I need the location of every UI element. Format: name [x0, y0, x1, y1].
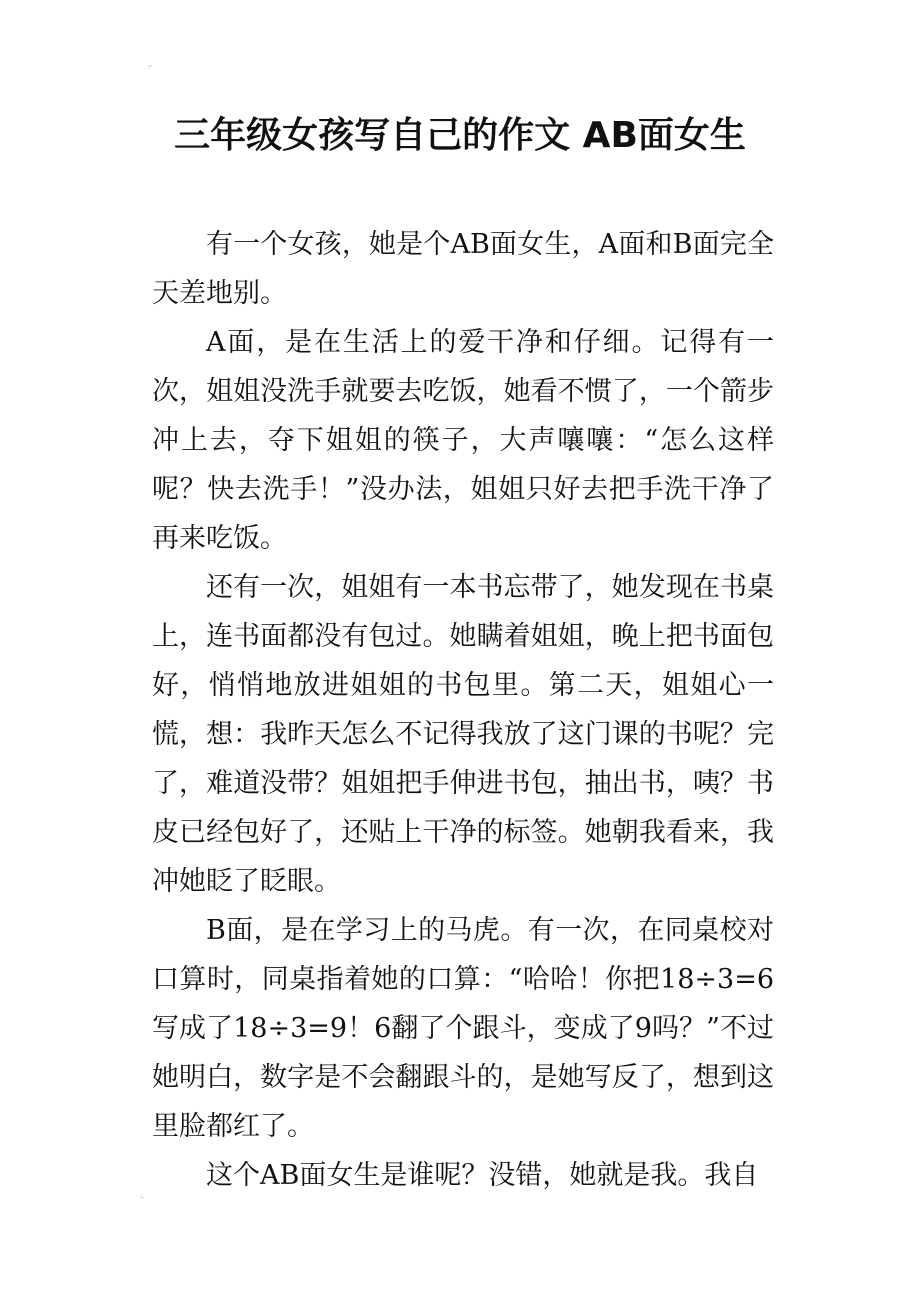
page-title: 三年级女孩写自己的作文 AB面女生	[174, 115, 746, 156]
corner-mark-icon: ⌜	[148, 65, 153, 76]
paragraph-2: A面，是在生活上的爱干净和仔细。记得有一次，姐姐没洗手就要去吃饭，她看不惯了，一个箭步冲上去，夺下姐姐的筷子，大声嚷嚷：“怎么这样呢？快去洗手！”没办法，姐姐只好去把手洗干净了再来吃饭。	[152, 327, 774, 554]
essay-body	[152, 220, 774, 1200]
corner-mark-icon: ⌞	[140, 1189, 145, 1200]
paragraph-3: 还有一次，姐姐有一本书忘带了，她发现在书桌上，连书面都没有包过。她瞒着姐姐，晚上把书面包好，悄悄地放进姐姐的书包里。第二天，姐姐心一慌，想：我昨天怎么不记得我放了这门课的书呢？完了，难道没带？姐姐把手伸进书包，抽出书，咦？书皮已经包好了，还贴上干净的标签。她朝我看来，我冲她眨了眨眼。	[152, 572, 774, 897]
paragraph-5: 这个AB面女生是谁呢？没错，她就是我。我自	[206, 1160, 759, 1191]
paragraph-4: B面，是在学习上的马虎。有一次，在同桌校对口算时，同桌指着她的口算：“哈哈！你把18÷3=6写成了18÷3=9！6翻了个跟斗，变成了9吗？”不过她明白，数字是不会翻跟斗的，是她写反了，想到这里脸都红了。	[152, 915, 774, 1142]
paragraph-1: 有一个女孩，她是个AB面女生，A面和B面完全天差地别。	[152, 229, 774, 309]
